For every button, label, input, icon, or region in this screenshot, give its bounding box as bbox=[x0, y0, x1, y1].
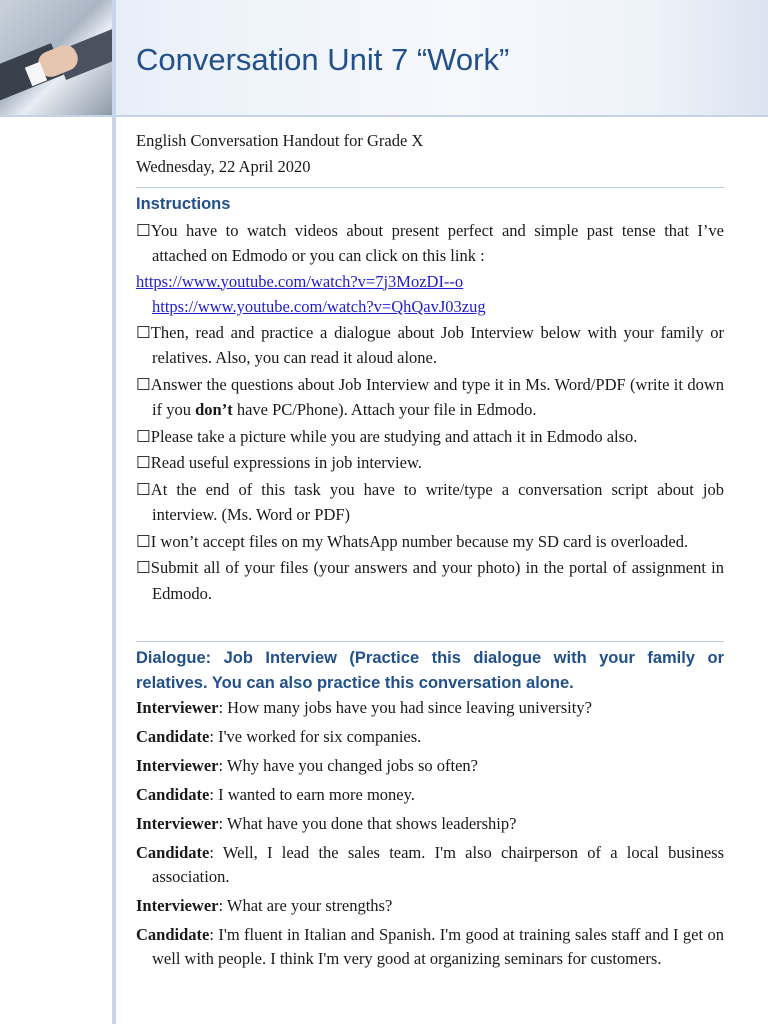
handout-subtitle: English Conversation Handout for Grade X bbox=[136, 131, 424, 150]
section-divider bbox=[136, 641, 724, 642]
instruction-item-8: ☐Submit all of your files (your answers and your photo) in the portal of assignment in Edmodo. bbox=[136, 555, 724, 606]
instruction-item-2: ☐Then, read and practice a dialogue about Job Interview below with your family or relatives. Also, you can read it aloud alone. bbox=[136, 320, 724, 371]
handshake-photo bbox=[0, 0, 112, 115]
speaker-name: Interviewer bbox=[136, 896, 219, 915]
checkbox-icon: ☐ bbox=[136, 426, 151, 446]
dialogue-heading: Dialogue: Job Interview (Practice this dialogue with your family or relatives. You can also practice this conversation alone. bbox=[136, 649, 724, 692]
dialogue-turn bbox=[136, 725, 724, 749]
checkbox-icon: ☐ bbox=[136, 220, 151, 240]
video-link-2-line bbox=[136, 294, 724, 320]
instruction-item-5: ☐Read useful expressions in job interview. bbox=[136, 450, 724, 476]
video-link-1[interactable]: https://www.youtube.com/watch?v=7j3MozDI--o bbox=[136, 271, 464, 291]
instruction-item-4: ☐Please take a picture while you are studying and attach it in Edmodo also. bbox=[136, 424, 724, 450]
page-title: Conversation Unit 7 “Work” bbox=[136, 42, 510, 77]
dialogue-turn bbox=[136, 754, 724, 778]
dialogue-turn bbox=[136, 783, 724, 807]
speaker-name: Interviewer bbox=[136, 698, 219, 717]
speaker-name: Candidate bbox=[136, 843, 210, 862]
checkbox-icon: ☐ bbox=[136, 453, 151, 472]
dialogue-turn bbox=[136, 894, 724, 918]
speaker-name: Interviewer bbox=[136, 756, 219, 775]
line-text: : Why have you changed jobs so often? bbox=[218, 756, 478, 775]
dialogue-turns bbox=[136, 696, 724, 971]
dialogue-turn bbox=[136, 841, 724, 889]
instruction-item-7: ☐I won’t accept files on my WhatsApp number because my SD card is overloaded. bbox=[136, 529, 724, 555]
speaker-name: Candidate bbox=[136, 925, 210, 944]
checkbox-icon: ☐ bbox=[136, 374, 151, 394]
line-text: : Well, I lead the sales team. I'm also chairperson of a local business association. bbox=[152, 843, 724, 886]
video-link-1-line bbox=[136, 269, 724, 295]
line-text: : I wanted to earn more money. bbox=[209, 785, 415, 804]
instructions-heading: Instructions bbox=[136, 195, 231, 213]
left-margin-bar bbox=[112, 0, 116, 1024]
instruction-item-6: ☐At the end of this task you have to write/type a conversation script about job interview. (Ms. Word or PDF) bbox=[136, 477, 724, 528]
line-text: : I've worked for six companies. bbox=[209, 727, 422, 746]
speaker-name: Interviewer bbox=[136, 814, 219, 833]
document-body bbox=[136, 128, 724, 976]
section-divider bbox=[136, 187, 724, 188]
dialogue-turn bbox=[136, 923, 724, 971]
line-text: : What are your strengths? bbox=[218, 896, 393, 915]
speaker-name: Candidate bbox=[136, 785, 210, 804]
video-link-2[interactable]: https://www.youtube.com/watch?v=QhQavJ03zug bbox=[152, 297, 486, 316]
handout-date: Wednesday, 22 April 2020 bbox=[136, 156, 311, 176]
line-text: : What have you done that shows leadership? bbox=[218, 814, 517, 833]
instruction-item-1: ☐You have to watch videos about present perfect and simple past tense that I’ve attached on Edmodo or you can click on this link : bbox=[136, 218, 724, 269]
checkbox-icon: ☐ bbox=[136, 479, 151, 499]
dialogue-turn bbox=[136, 812, 724, 836]
line-text: : How many jobs have you had since leaving university? bbox=[218, 698, 592, 717]
instruction-item-3: ☐Answer the questions about Job Interview and type it in Ms. Word/PDF (write it down if you don’t have PC/Phone). Attach your file in Edmodo. bbox=[136, 372, 724, 423]
checkbox-icon: ☐ bbox=[136, 322, 151, 342]
checkbox-icon: ☐ bbox=[136, 558, 151, 577]
line-text: : I'm fluent in Italian and Spanish. I'm good at training sales staff and I get on well with people. I think I'm very good at organizing seminars for customers. bbox=[152, 925, 724, 968]
speaker-name: Candidate bbox=[136, 727, 210, 746]
dialogue-turn bbox=[136, 696, 724, 720]
checkbox-icon: ☐ bbox=[136, 531, 151, 551]
